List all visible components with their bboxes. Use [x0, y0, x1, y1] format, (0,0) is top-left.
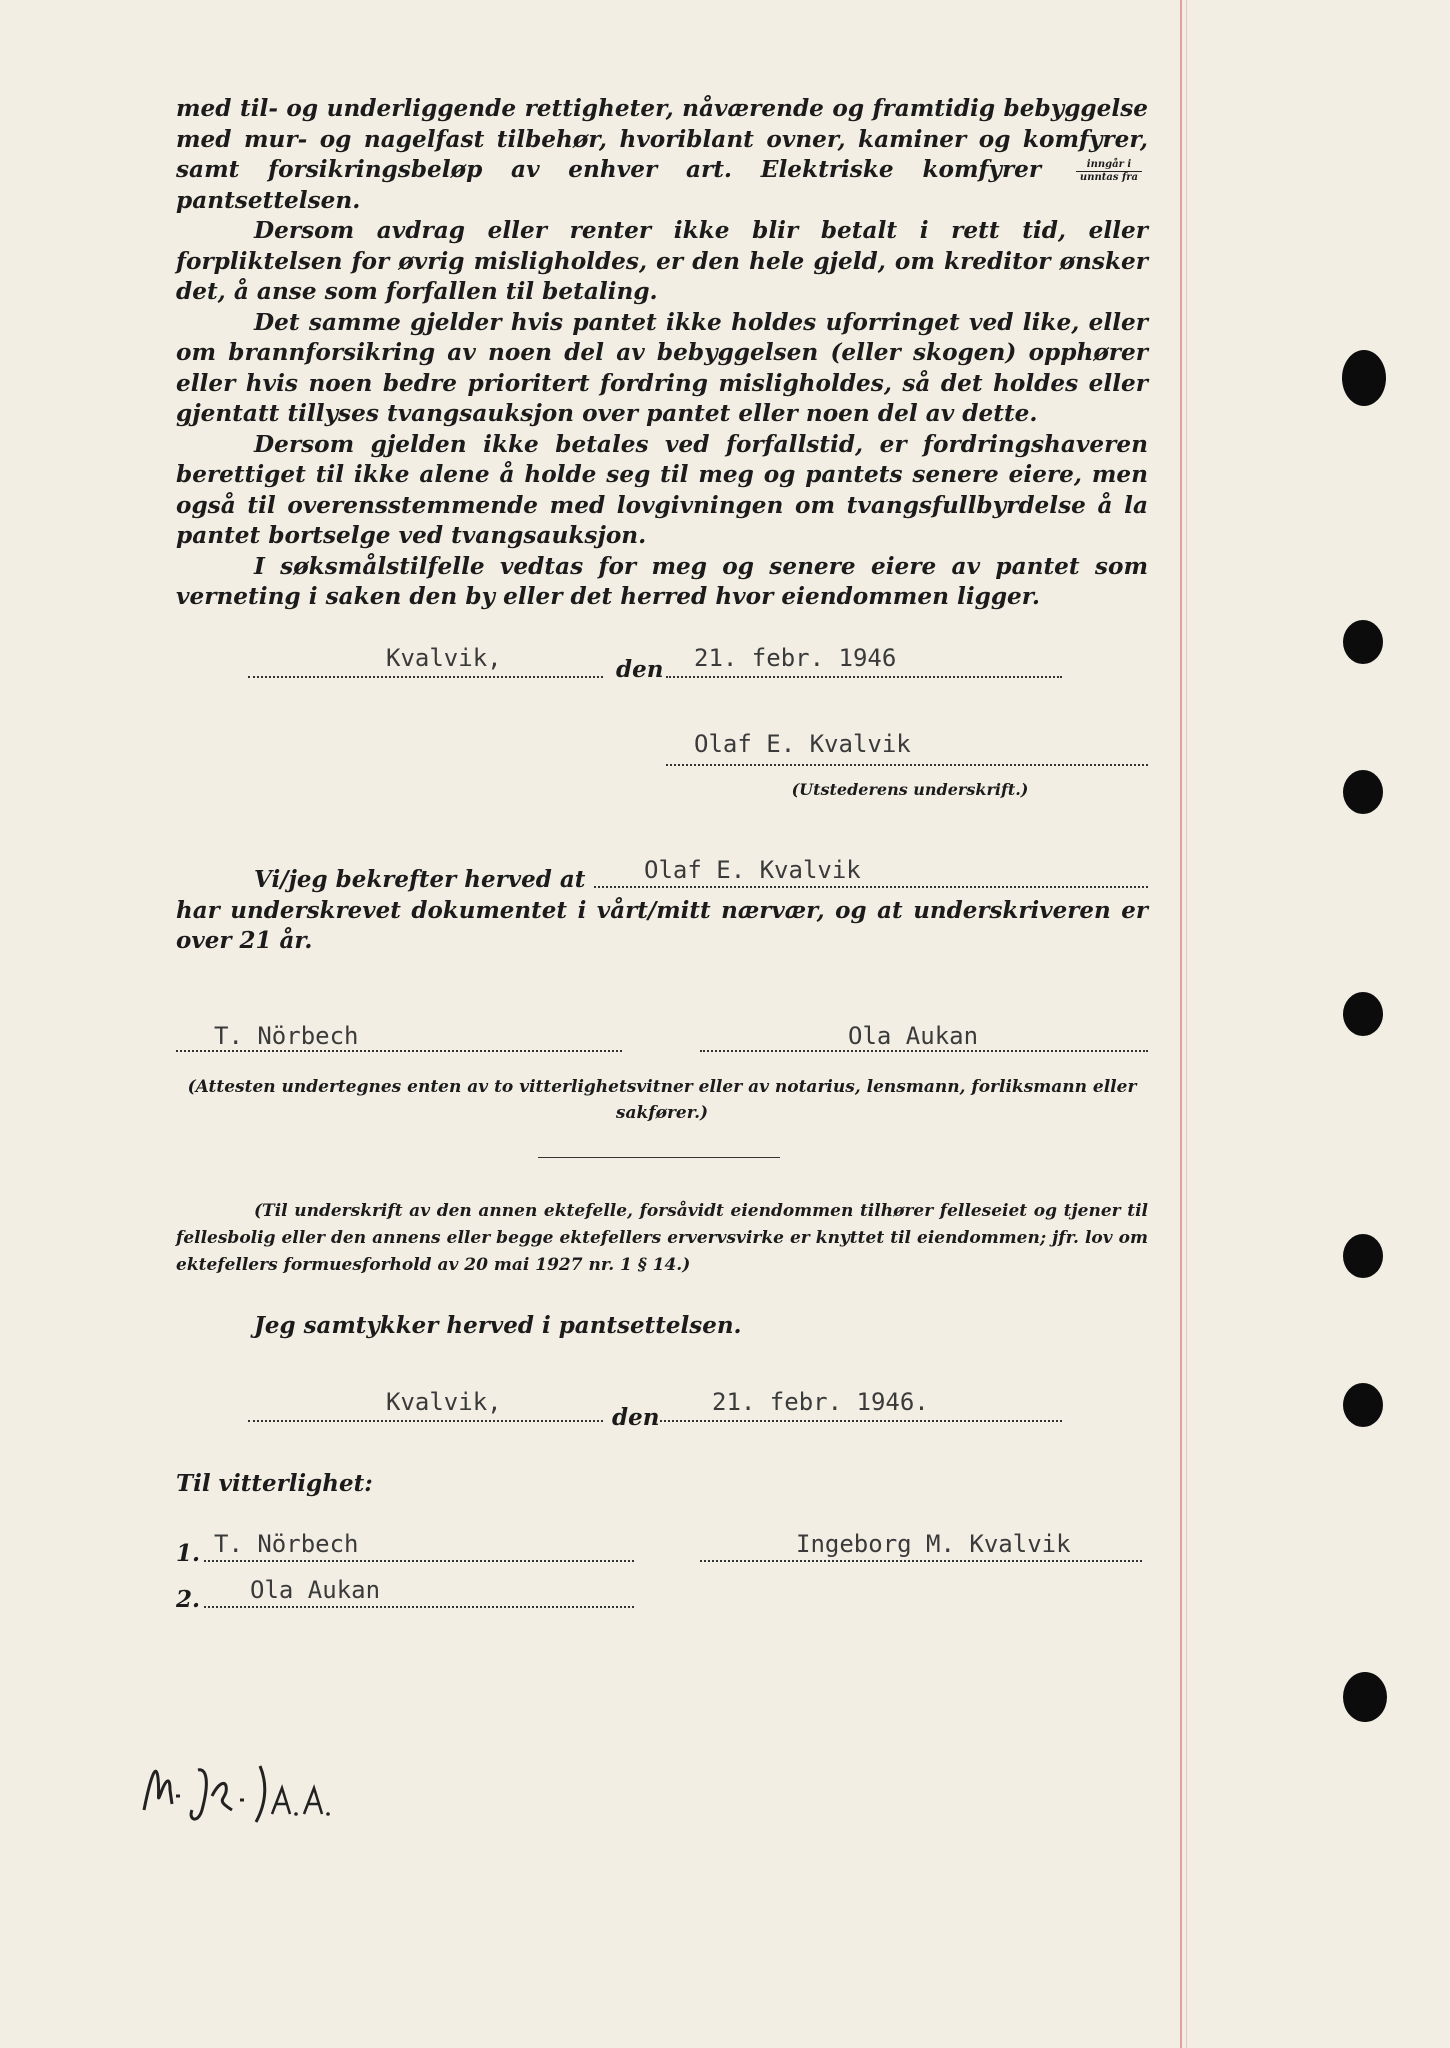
punch-hole-3 — [1343, 770, 1383, 814]
punch-hole-4 — [1343, 992, 1383, 1036]
issuer-dotted-line — [666, 764, 1148, 766]
spouse-signature: Ingeborg M. Kvalvik — [796, 1530, 1071, 1558]
confirm-prefix: Vi/jeg bekrefter herved at — [254, 866, 586, 893]
til-vitterlighet-heading: Til vitterlighet: — [176, 1470, 373, 1497]
terms-paragraph-4: Dersom gjelden ikke betales ved forfallstid, er fordringshaveren berettiget til ikke alene å holde seg til meg og pantets senere eiere, men også til overensstemmende med lovgivningen om tvangsfullbyrdelse å la pantet bortselge ved tvangsauksjon. — [176, 430, 1148, 549]
date-dotted-line-2 — [660, 1420, 1062, 1422]
confirm-dotted-line — [594, 886, 1148, 888]
witness-left-dotted-line — [176, 1050, 622, 1052]
date-2: 21. febr. 1946. — [712, 1388, 929, 1416]
place-2: Kvalvik, — [386, 1388, 502, 1416]
witness-1-signature: T. Nörbech — [214, 1530, 359, 1558]
witness-2-signature: Ola Aukan — [250, 1576, 381, 1604]
handwritten-initials — [136, 1740, 356, 1840]
terms-paragraph-3: Det samme gjelder hvis pantet ikke holdes uforringet ved like, eller om brannforsikring av noen del av bebyggelsen (eller skogen) opphører eller hvis noen bedre prioritert fordring misligholdes, så det holdes eller gjentatt tillyses tvangsauksjon over pantet eller noen del av dette. — [176, 308, 1148, 427]
date-1: 21. febr. 1946 — [694, 644, 897, 672]
den-label-2: den — [612, 1404, 660, 1431]
punch-hole-5 — [1343, 1234, 1383, 1278]
mortgage-terms-text — [176, 94, 1148, 613]
witness-1-dotted-line — [204, 1560, 634, 1562]
punch-hole-7 — [1343, 1672, 1387, 1722]
margin-line-secondary — [1186, 0, 1187, 2048]
spouse-dotted-line — [700, 1560, 1142, 1562]
witness-number-2: 2. — [176, 1586, 201, 1613]
included-excluded-fraction: $\frac{\text{inngår i}}{\text{unntas fra}}$ — [1076, 159, 1142, 184]
place-dotted-line-2 — [248, 1420, 603, 1422]
place-dotted-line-1 — [248, 676, 603, 678]
terms-paragraph-2: Dersom avdrag eller renter ikke blir betalt i rett tid, eller forpliktelsen for øvrig misligholdes, er den hele gjeld, om kreditor ønsker det, å anse som forfallen til betaling. — [176, 217, 1148, 305]
margin-line — [1180, 0, 1182, 2048]
terms-paragraph-1: med til- og underliggende rettigheter, nåværende og framtidig bebyggelse med mur- og nagelfast tilbehør, hvoriblant ovner, kaminer og komfyrer, samt forsikringsbeløp av enhver art. Elektriske komfyrer $\frac{\text{inngår i}}{\text{unntas fra}}$ pantsettelsen. — [176, 95, 1148, 214]
issuer-signature: Olaf E. Kvalvik — [694, 730, 911, 758]
witness-left-signature: T. Nörbech — [214, 1022, 359, 1050]
terms-paragraph-5: I søksmålstilfelle vedtas for meg og senere eiere av pantet som verneting i saken den by eller det herred hvor eiendommen ligger. — [176, 552, 1148, 610]
den-label-1: den — [616, 656, 664, 683]
witness-right-dotted-line — [700, 1050, 1148, 1052]
place-1: Kvalvik, — [386, 644, 502, 672]
attest-note: (Attesten undertegnes enten av to vitterlighetsvitner eller av notarius, lensmann, forliksmann eller sakfører.) — [187, 1077, 1137, 1123]
section-divider — [538, 1157, 780, 1158]
confirm-name: Olaf E. Kvalvik — [644, 856, 861, 884]
witness-2-dotted-line — [204, 1606, 634, 1608]
issuer-caption: (Utstederens underskrift.) — [791, 780, 1029, 799]
consent-statement: Jeg samtykker herved i pantsettelsen. — [254, 1312, 742, 1339]
punch-hole-1 — [1342, 350, 1386, 406]
confirm-rest: har underskrevet dokumentet i vårt/mitt nærvær, og at underskriveren er over 21 år. — [176, 897, 1148, 954]
witness-number-1: 1. — [176, 1540, 201, 1567]
punch-hole-2 — [1343, 620, 1383, 664]
punch-hole-6 — [1343, 1383, 1383, 1427]
witness-right-signature: Ola Aukan — [848, 1022, 979, 1050]
spouse-note: (Til underskrift av den annen ektefelle, forsåvidt eiendommen tilhører felleseiet og tjener til fellesbolig eller den annens eller begge ektefellers ervervsvirke er knyttet til eiendommen; jfr. lov om ektefellers formuesforhold av 20 mai 1927 nr. 1 § 14.) — [176, 1201, 1148, 1275]
date-dotted-line-1 — [666, 676, 1062, 678]
